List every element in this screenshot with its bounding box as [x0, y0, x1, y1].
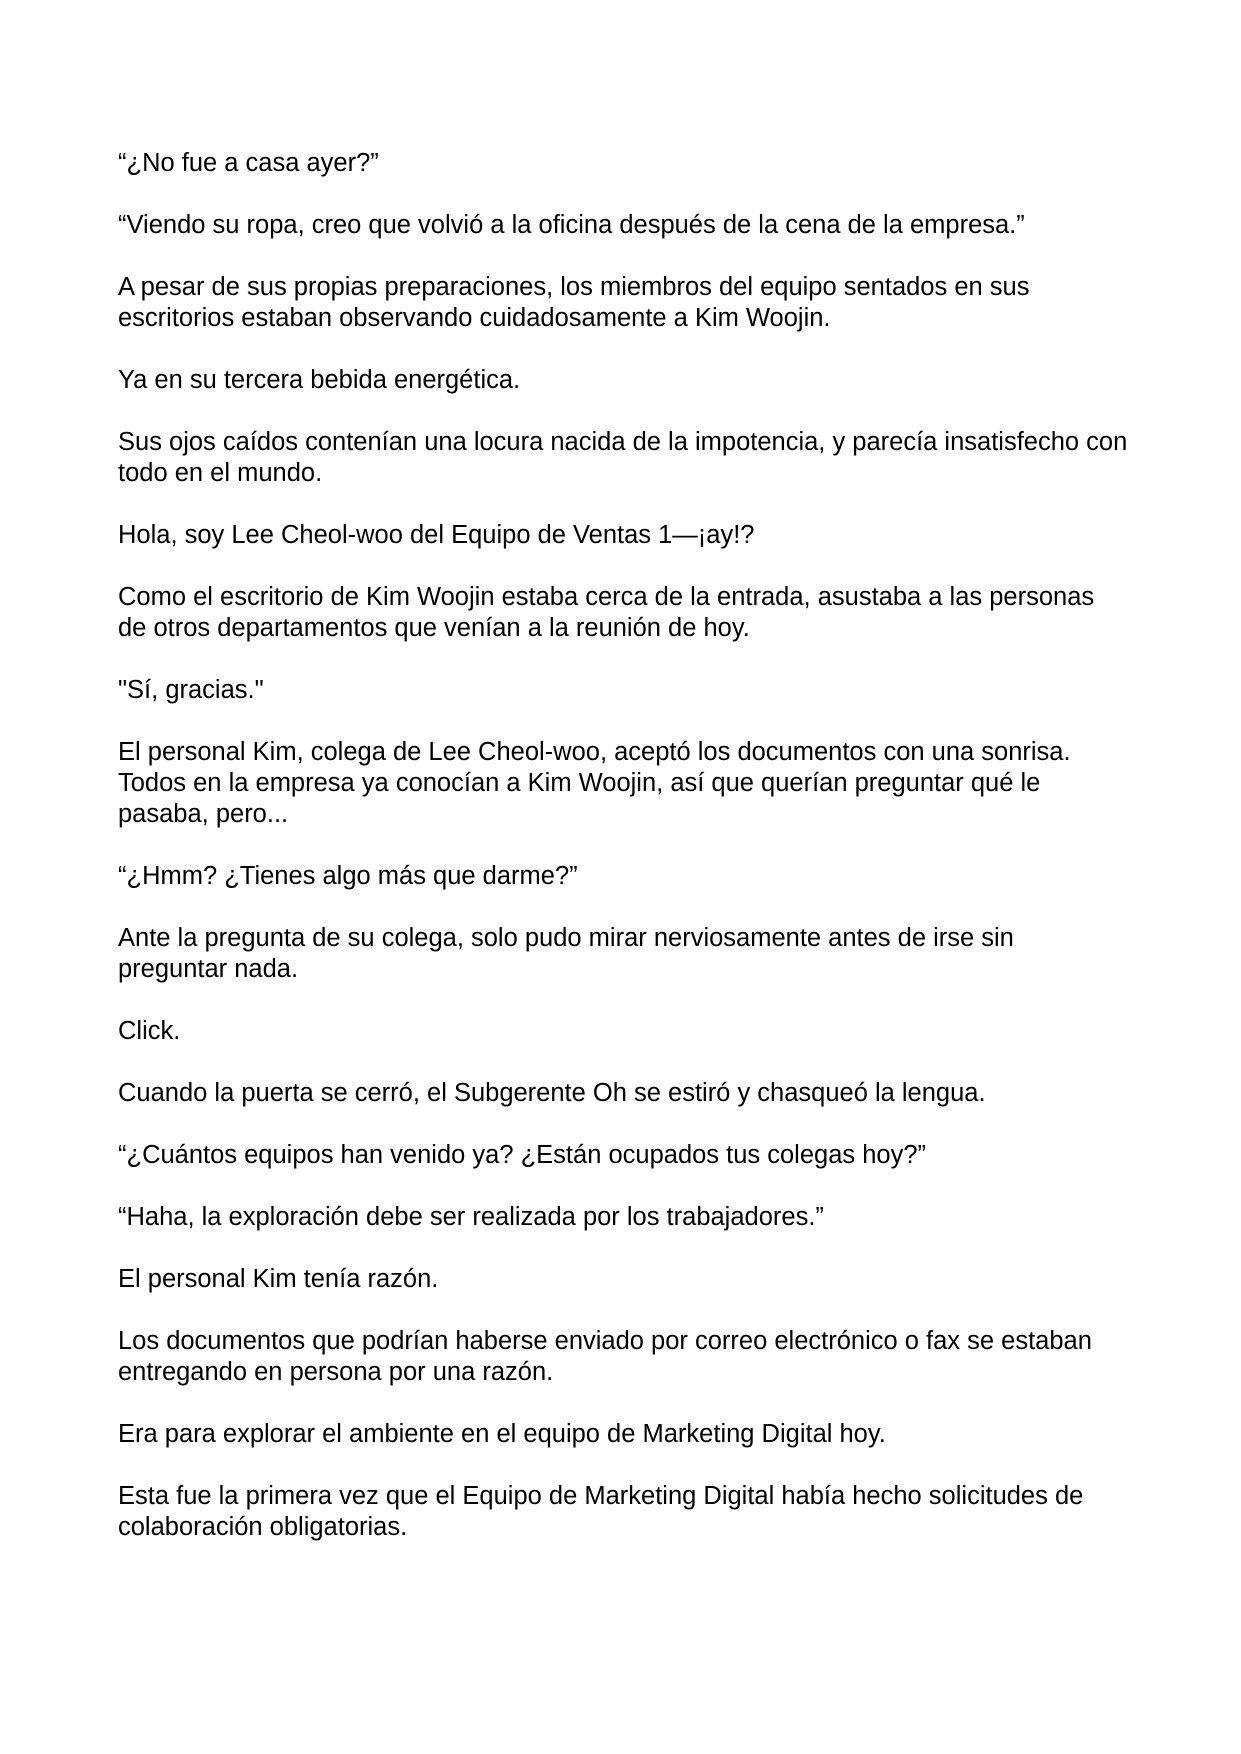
paragraph: Hola, soy Lee Cheol-woo del Equipo de Ventas 1—¡ay!? — [118, 521, 755, 549]
paragraph: Como el escritorio de Kim Woojin estaba cerca de la entrada, asustaba a las personas de otros departamentos que venían a la reunión de hoy. — [118, 583, 1095, 642]
paragraph: A pesar de sus propias preparaciones, los miembros del equipo sentados en sus escritorios estaban observando cuidadosamente a Kim Woojin. — [118, 273, 1030, 332]
paragraph: “Viendo su ropa, creo que volvió a la oficina después de la cena de la empresa.” — [118, 211, 1025, 239]
paragraph: Ya en su tercera bebida energética. — [118, 366, 521, 394]
paragraph: Click. — [118, 1017, 181, 1045]
paragraph: Esta fue la primera vez que el Equipo de Marketing Digital había hecho solicitudes de colaboración obligatorias. — [118, 1482, 1084, 1541]
paragraph: “¿Cuántos equipos han venido ya? ¿Están ocupados tus colegas hoy?” — [118, 1141, 927, 1169]
document-body — [118, 148, 1128, 1574]
paragraph: Sus ojos caídos contenían una locura nacida de la impotencia, y parecía insatisfecho con todo en el mundo. — [118, 428, 1128, 487]
paragraph: Cuando la puerta se cerró, el Subgerente Oh se estiró y chasqueó la lengua. — [118, 1079, 986, 1107]
paragraph: El personal Kim, colega de Lee Cheol-woo, aceptó los documentos con una sonrisa. Todos en la empresa ya conocían a Kim Woojin, así que querían preguntar qué le pasaba, pero... — [118, 738, 1071, 828]
paragraph: El personal Kim tenía razón. — [118, 1265, 439, 1293]
paragraph: "Sí, gracias." — [118, 676, 264, 704]
paragraph: “¿Hmm? ¿Tienes algo más que darme?” — [118, 862, 578, 890]
paragraph: “Haha, la exploración debe ser realizada por los trabajadores.” — [118, 1203, 824, 1231]
paragraph: “¿No fue a casa ayer?” — [118, 149, 379, 177]
paragraph: Los documentos que podrían haberse enviado por correo electrónico o fax se estaban entregando en persona por una razón. — [118, 1327, 1092, 1386]
paragraph: Ante la pregunta de su colega, solo pudo mirar nerviosamente antes de irse sin preguntar nada. — [118, 924, 1014, 983]
paragraph: Era para explorar el ambiente en el equipo de Marketing Digital hoy. — [118, 1420, 886, 1448]
